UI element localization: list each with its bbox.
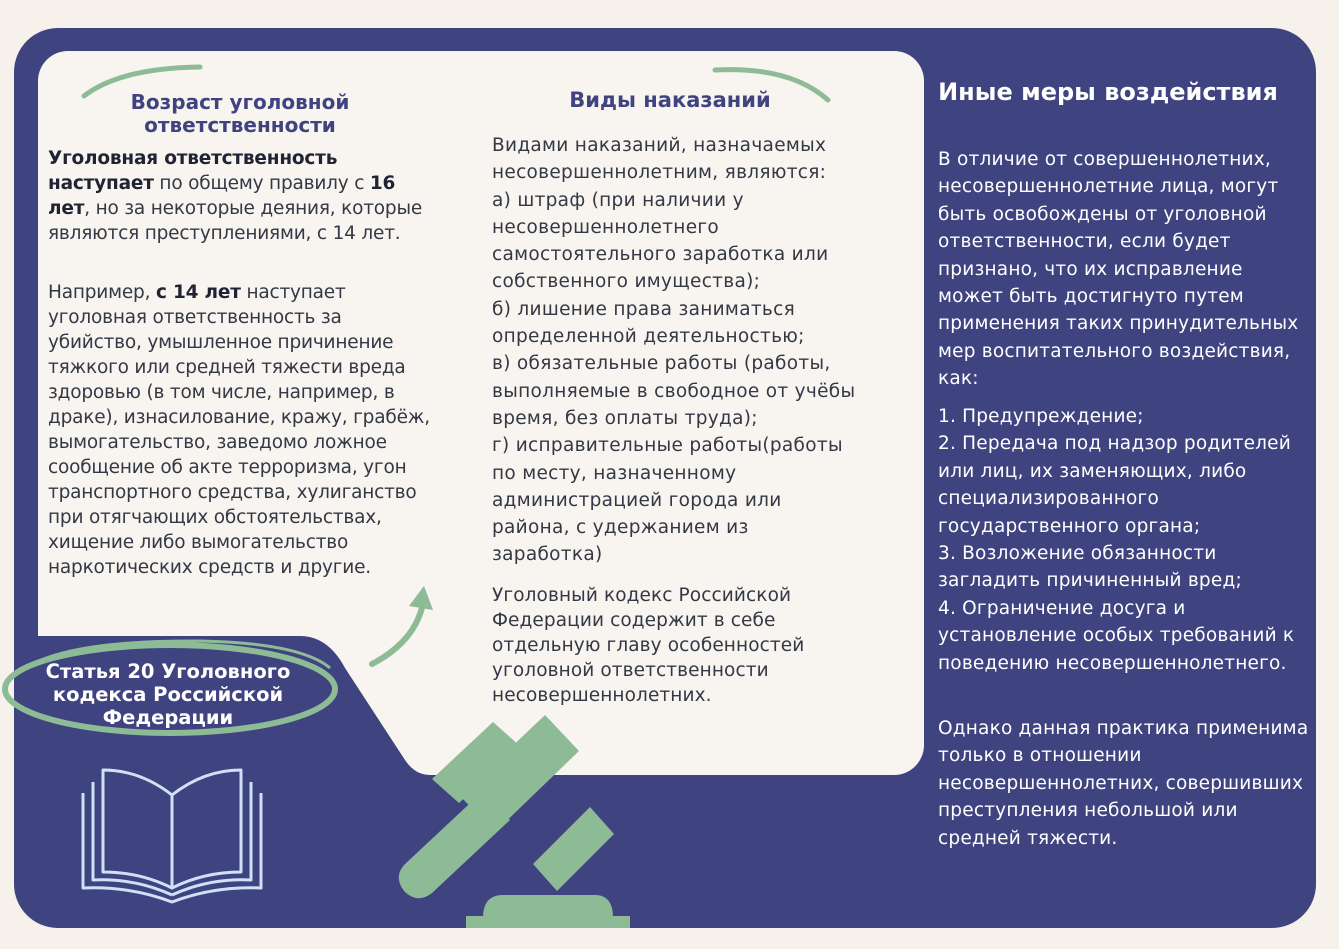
left-bold-3: с 14 лет [155,282,241,303]
measure-item-1: 1. Предупреждение; [938,406,1144,427]
middle-intro: Видами наказаний, назначаемых несовершеннолетним, являются: [492,135,827,184]
middle-footer: Уголовный кодекс Российской Федерации содержит в себе отдельную главу особенностей уголовной ответственности несовершеннолетних. [492,585,805,706]
left-bold-2: 16 лет [48,173,396,219]
measure-item-2: 2. Передача под надзор родителей или лиц, их заменяющих, либо специализированного государственного органа; [938,433,1291,537]
punishment-item-a: а) штраф (при наличии у несовершеннолетнего самостоятельного заработка или собственного имущества); [492,189,829,293]
left-text-4: наступает уголовная ответственность за убийство, умышленное причинение тяжкого или средней тяжести вреда здоровью (в том числе, например, в драке), изнасилование, кражу, грабёж, вымогательство, заведомо ложное сообщение об акте терроризма, угон транспортного средства, хулиганство при отягчающих обстоятельствах, хищение либо вымогательство наркотических средств и другие. [48,282,430,578]
heading-criminal-age: Возраст уголовной ответственности [130,90,350,137]
measure-item-4: 4. Ограничение досуга и установление особых требований к поведению несовершеннолетнего. [938,597,1295,674]
heading-punishment-types: Виды наказаний [569,88,771,112]
article-badge: Статья 20 Уголовного кодекса Российской Федерации [45,660,291,729]
punishment-item-b: б) лишение права заниматься определенной деятельностью; [492,298,805,348]
right-footer: Однако данная практика применима только в отношении несовершеннолетних, совершивших преступления небольшой или средней тяжести. [938,718,1309,849]
punishment-item-c: в) обязательные работы (работы, выполняемые в свободное от учёбы время, без оплаты труда); [492,353,856,429]
punishment-item-d: г) исправительные работы(работы по месту, назначенному администрацией города или района, с удержанием из заработка) [492,435,843,566]
heading-other-measures: Иные меры воздействия [938,78,1278,106]
left-bold-1: Уголовная ответственность наступает [48,148,338,194]
right-intro: В отличие от совершеннолетних, несовершеннолетние лица, могут быть освобождены от уголовной ответственности, если будет признано, что их исправление может быть достигнуто путем применения таких принудительных мер воспитательного воздействия, как: [938,149,1299,390]
left-text-3: Например, [48,282,156,303]
measure-item-3: 3. Возложение обязанности загладить причиненный вред; [938,543,1242,592]
left-text-2: , но за некоторые деяния, которые являются преступлениями, с 14 лет. [48,198,423,244]
left-text-1: по общему правилу с [153,173,370,194]
